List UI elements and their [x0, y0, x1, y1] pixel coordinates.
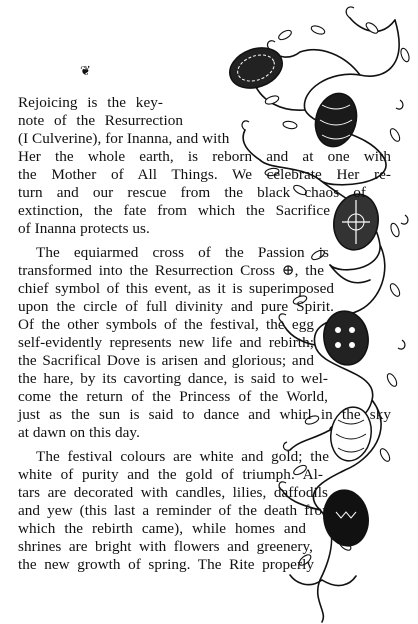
text-line: note of the Resurrection — [18, 112, 183, 129]
text-line: The equiarmed cross of the Passion is — [36, 244, 329, 261]
text-line: upon the circle of full divinity and pure Spirit. — [18, 298, 334, 315]
text-line: the Sacrifical Dove is arisen and glorious; and — [18, 352, 314, 369]
text-line: Of the other symbols of the festival, the egg — [18, 316, 314, 333]
text-line: The festival colours are white and gold; the — [36, 448, 329, 465]
text-line: turn and our rescue from the black chaos of — [18, 184, 366, 201]
text-line: chief symbol of this event, as it is superimposed — [18, 280, 334, 297]
text-line: self-evidently represents new life and rebirth; — [18, 334, 314, 351]
text-line: extinction, the fate from which the Sacrifice — [18, 202, 330, 219]
text-line: Rejoicing is the key- — [18, 94, 163, 111]
text-line: transformed into the Resurrection Cross ⊕, the — [18, 262, 324, 279]
text-line: come the return of the Princess of the World, — [18, 388, 328, 405]
text-line: just as the sun is said to dance and whirl in the sky — [18, 406, 391, 423]
text-line: the Mother of All Things. We celebrate Her re- — [18, 166, 391, 183]
text-line: shrines are bright with flowers and greenery, — [18, 538, 313, 555]
text-line: and yew (this last a reminder of the death from — [18, 502, 334, 519]
text-line: which the rebirth came), while homes and — [18, 520, 306, 537]
text-line: at dawn on this day. — [18, 424, 140, 441]
text-line: the new growth of spring. The Rite properly — [18, 556, 314, 573]
text-line: of Inanna protects us. — [18, 220, 150, 237]
text-line: (I Culverine), for Inanna, and with — [18, 130, 230, 147]
text-line: Her the whole earth, is reborn and at one with — [18, 148, 391, 165]
fleuron-ornament: ❦ — [80, 63, 91, 78]
text-line: tars are decorated with candles, lilies, daffodils — [18, 484, 328, 501]
text-line: the hare, by its cavorting dance, is said to wel- — [18, 370, 328, 387]
text-line: white of purity and the gold of triumph. Al- — [18, 466, 323, 483]
